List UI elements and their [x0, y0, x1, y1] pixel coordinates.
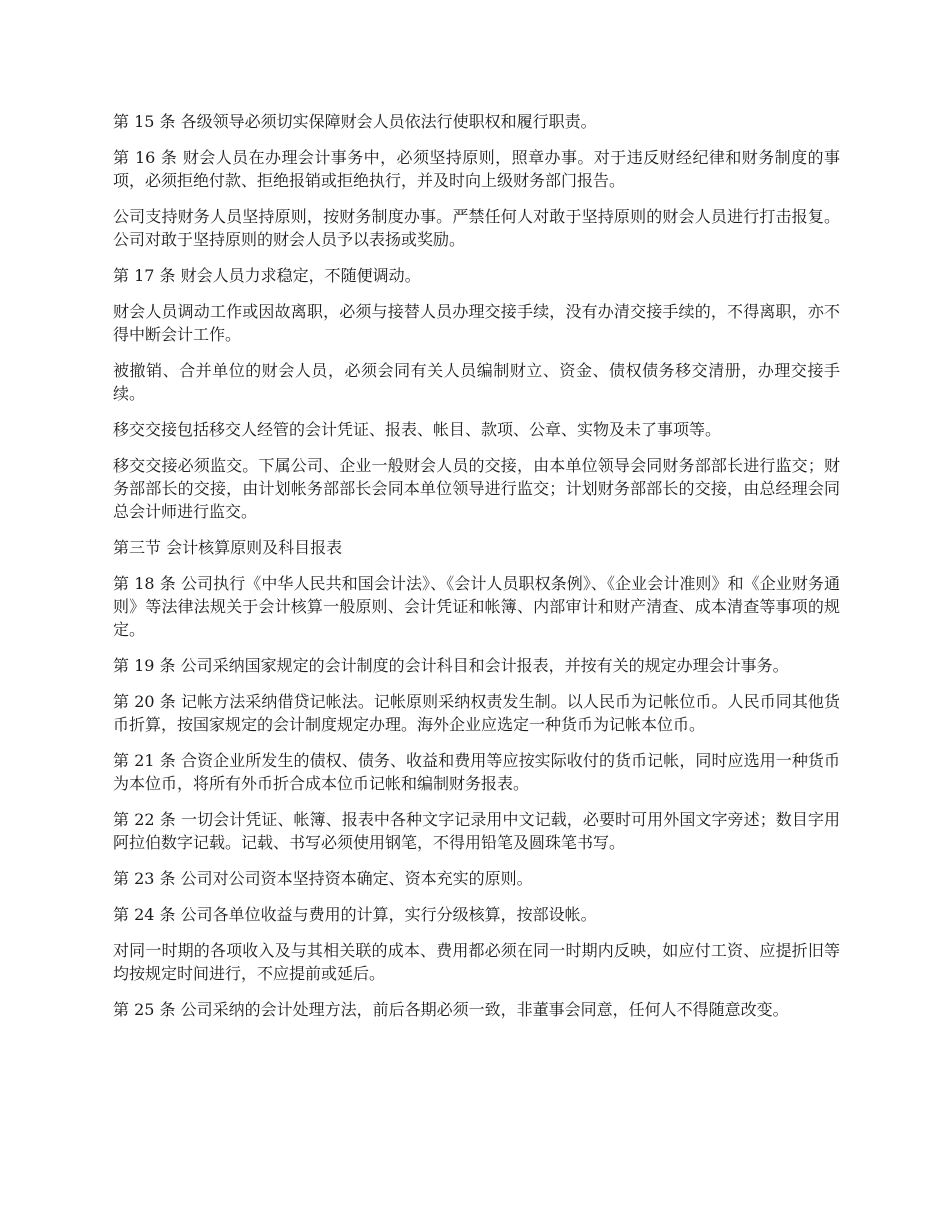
- paragraph-article-19: 第 19 条 公司采纳国家规定的会计制度的会计科目和会计报表，并按有关的规定办理会计事务。: [113, 656, 789, 675]
- paragraph-article-16: 第 16 条 财会人员在办理会计事务中，必须坚持原则，照章办事。对于违反财经纪律和财务制度的事项，必须拒绝付款、拒绝报销或拒绝执行，并及时向上级财务部门报告。: [113, 148, 840, 190]
- paragraph-article-17: 第 17 条 财会人员力求稳定，不随便调动。: [113, 266, 421, 285]
- paragraph-article-24: 第 24 条 公司各单位收益与费用的计算，实行分级核算，按部设帐。: [113, 905, 597, 924]
- paragraph-transfer-handover: 财会人员调动工作或因故离职，必须与接替人员办理交接手续，没有办清交接手续的，不得离职，亦不得中断会计工作。: [113, 302, 840, 344]
- document-page: [113, 110, 840, 1034]
- paragraph-article-15: 第 15 条 各级领导必须切实保障财会人员依法行使职权和履行职责。: [113, 112, 597, 131]
- paragraph-article-23: 第 23 条 公司对公司资本坚持资本确定、资本充实的原则。: [113, 869, 533, 888]
- paragraph-merged-units: 被撤销、合并单位的财会人员，必须会同有关人员编制财立、资金、债权债务移交清册，办理交接手续。: [113, 361, 840, 403]
- paragraph-handover-supervision: 移交交接必须监交。下属公司、企业一般财会人员的交接，由本单位领导会同财务部部长进行监交；财务部部长的交接，由计划帐务部部长会同本单位领导进行监交；计划财务部部长的交接，由总经理会同总会计师进行监交。: [113, 456, 840, 521]
- section-heading: 第三节 会计核算原则及科目报表: [113, 538, 343, 557]
- paragraph-support-principles: 公司支持财务人员坚持原则，按财务制度办事。严禁任何人对敢于坚持原则的财会人员进行打击报复。公司对敢于坚持原则的财会人员予以表扬或奖励。: [113, 207, 840, 249]
- paragraph-article-21: 第 21 条 合资企业所发生的债权、债务、收益和费用等应按实际收付的货币记帐，同时应选用一种货币为本位币，将所有外币折合成本位币记帐和编制财务报表。: [113, 751, 840, 793]
- paragraph-same-period: 对同一时期的各项收入及与其相关联的成本、费用都必须在同一时期内反映，如应付工资、应提折旧等均按规定时间进行，不应提前或延后。: [113, 941, 840, 983]
- paragraph-article-18: 第 18 条 公司执行《中华人民共和国会计法》、《会计人员职权条例》、《企业会计准则》和《企业财务通则》等法律法规关于会计核算一般原则、会计凭证和帐簿、内部审计和财产清查、成本清查等事项的规定。: [113, 574, 840, 639]
- paragraph-article-25: 第 25 条 公司采纳的会计处理方法，前后各期必须一致，非董事会同意，任何人不得随意改变。: [113, 1000, 789, 1019]
- paragraph-article-22: 第 22 条 一切会计凭证、帐簿、报表中各种文字记录用中文记载，必要时可用外国文字旁述；数目字用阿拉伯数字记载。记载、书写必须使用钢笔，不得用铅笔及圆珠笔书写。: [113, 810, 840, 852]
- paragraph-handover-contents: 移交交接包括移交人经管的会计凭证、报表、帐目、款项、公章、实物及未了事项等。: [113, 420, 722, 439]
- paragraph-article-20: 第 20 条 记帐方法采纳借贷记帐法。记帐原则采纳权责发生制。以人民币为记帐位币。人民币同其他货币折算，按国家规定的会计制度规定办理。海外企业应选定一种货币为记帐本位币。: [113, 692, 840, 734]
